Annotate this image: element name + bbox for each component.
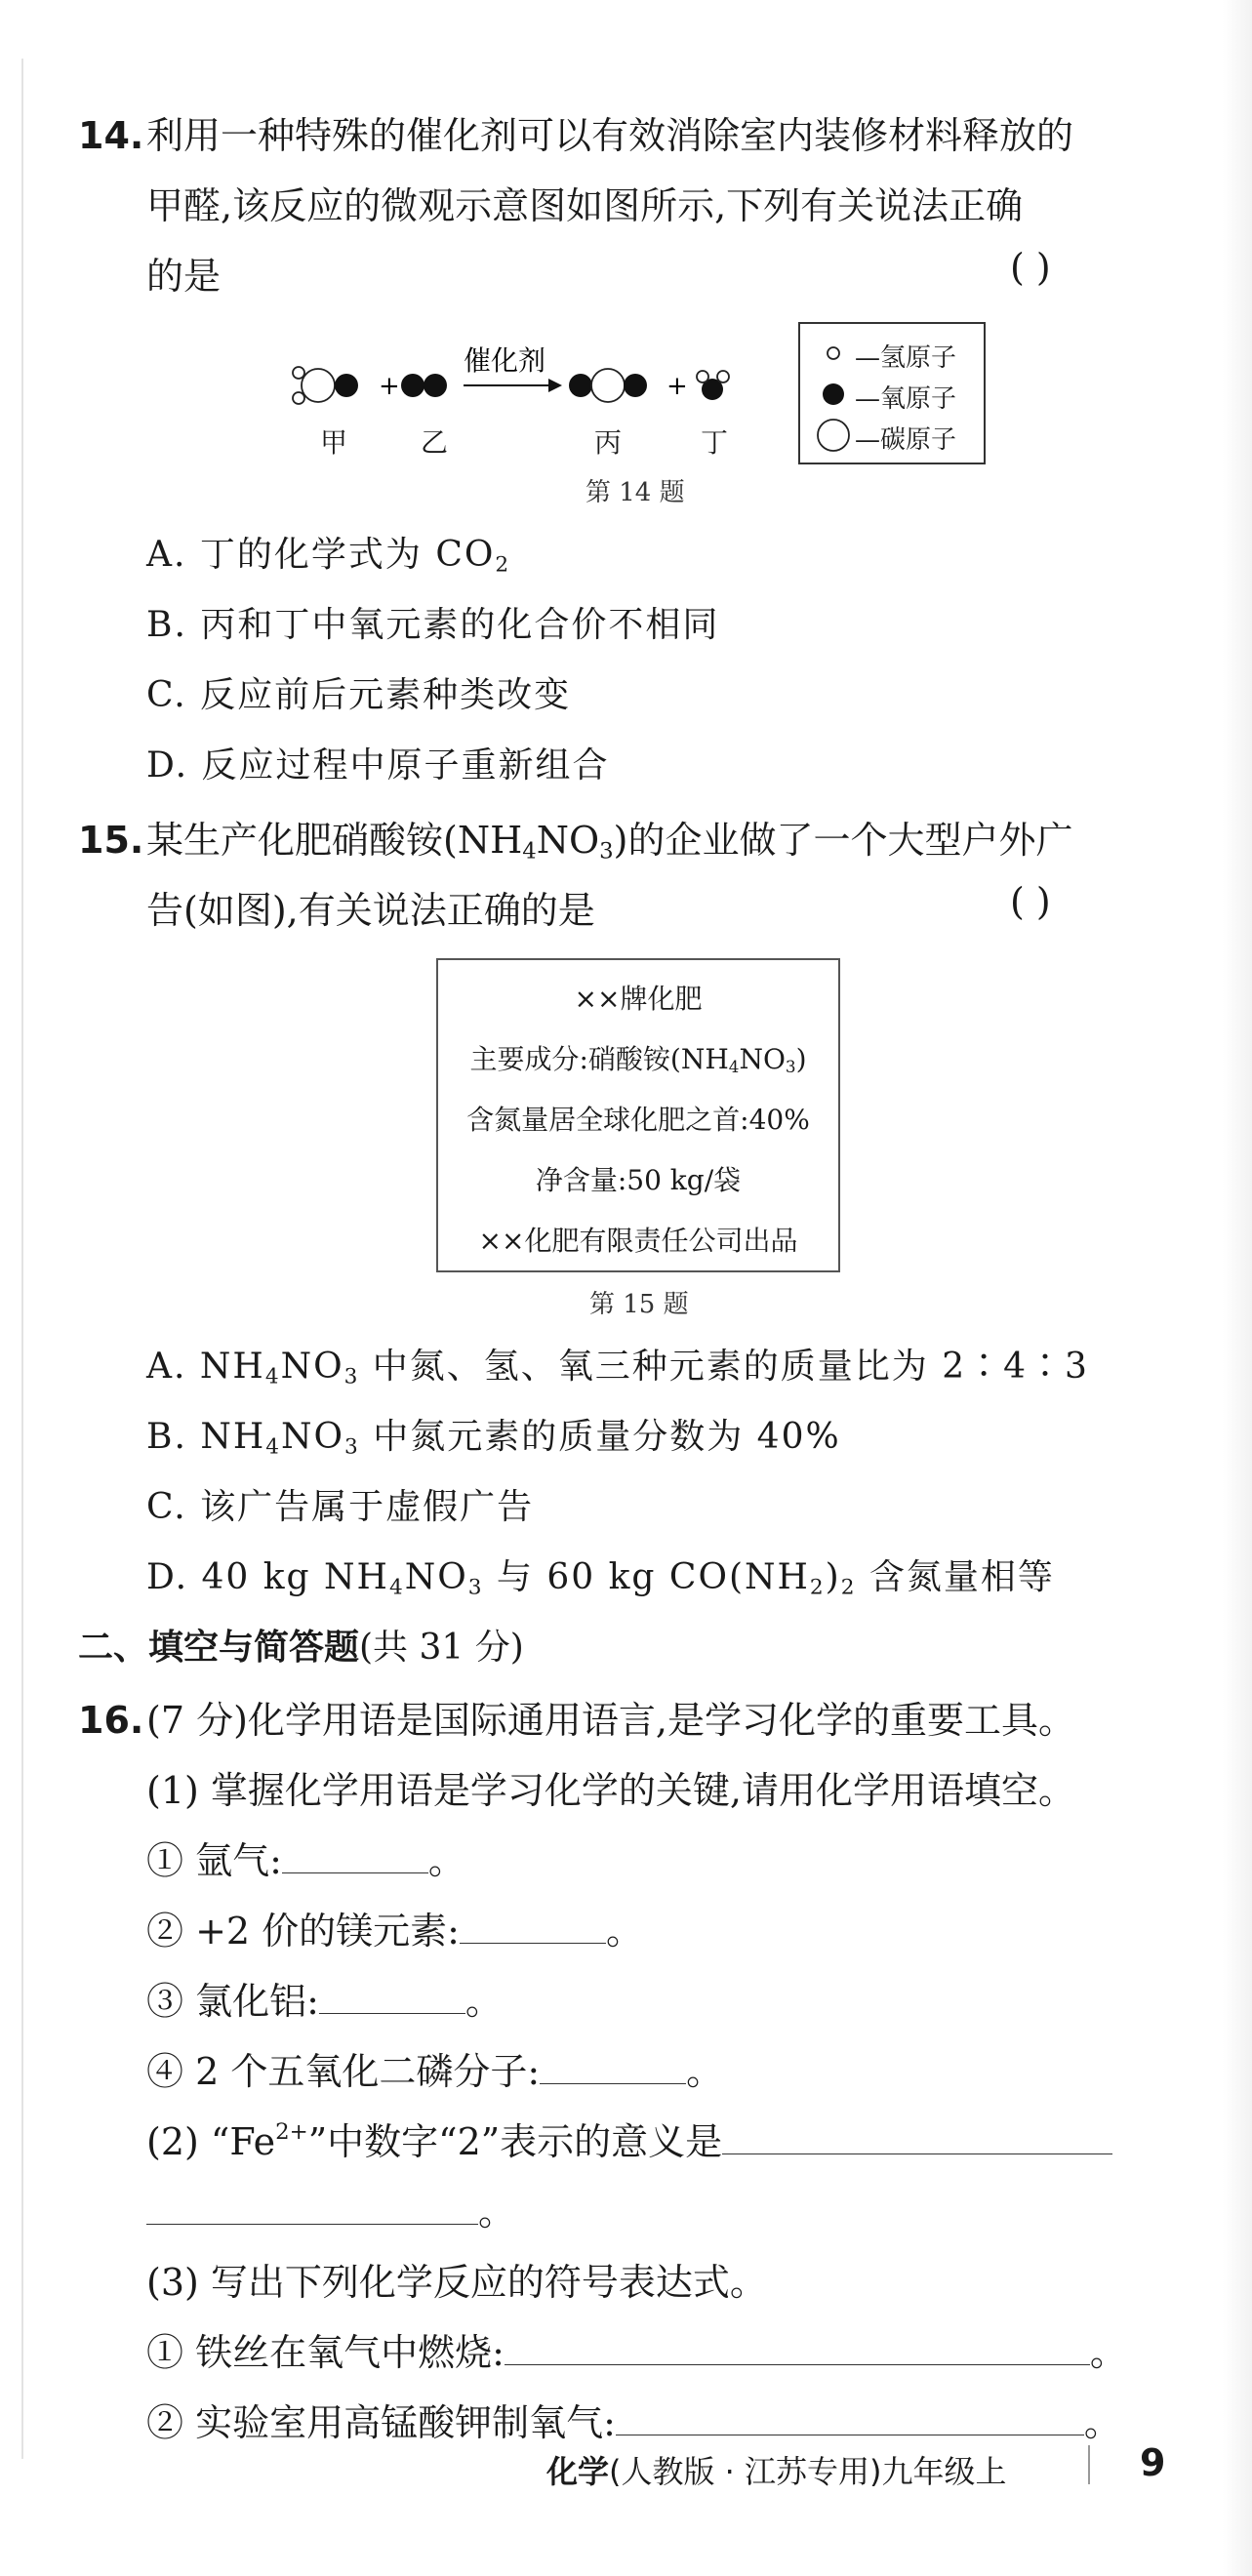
q16-part2: (2) “$Fe^{2+}$”中数字“2”表示的意义是 <box>146 2112 1112 2165</box>
molecule-jia <box>293 367 358 404</box>
argon-answer-blank[interactable] <box>282 1843 428 1873</box>
fertilizer-advertisement <box>436 958 840 1272</box>
ad-nitrogen-content: 含氮量居全球化肥之首:40% <box>466 1104 810 1136</box>
q16-iron-combustion-item: ① 铁丝在氧气中燃烧: 。 <box>146 2331 1127 2374</box>
molecule-bing <box>569 369 647 402</box>
q14-option-a[interactable]: A. 丁的化学式为 $CO_2$ <box>146 535 511 578</box>
q15-caption: 第 15 题 <box>589 1290 689 1319</box>
ad-maker: ××化肥有限责任公司出品 <box>478 1225 798 1257</box>
magnesium-answer-blank[interactable] <box>460 1913 606 1944</box>
q16-line1: 16.(7 分)化学用语是国际通用语言,是学习化学的重要工具。 <box>78 1699 1075 1742</box>
fe-meaning-answer-blank-1[interactable] <box>722 2124 1112 2154</box>
legend-oxygen: —氧原子 <box>855 384 957 414</box>
q16-number: 16. <box>78 1699 144 1742</box>
q14-number: 14. <box>78 114 144 157</box>
fe-meaning-answer-blank-2[interactable] <box>146 2194 478 2225</box>
hydrogen-atom-icon <box>828 347 839 359</box>
q16-phosphorus-pentoxide-item: ④ 2 个五氧化二磷分子: 。 <box>146 2050 724 2093</box>
q14-option-b[interactable]: B. 丙和丁中氧元素的化合价不相同 <box>146 605 720 645</box>
molecule-yi <box>401 374 447 397</box>
molecule-ding <box>697 371 729 400</box>
q15-number: 15. <box>78 819 144 862</box>
label-ding: 丁 <box>701 426 729 459</box>
q16-argon-item: ① 氩气: 。 <box>146 1839 465 1882</box>
q14-caption: 第 14 题 <box>586 478 685 507</box>
page-edge-shadow <box>21 59 23 2459</box>
atom-legend <box>798 322 986 464</box>
q15-line1: 15.某生产化肥硝酸铵$(NH_4NO_3)$的企业做了一个大型户外广 <box>78 819 1073 865</box>
q16-part2-continued: 。 <box>146 2182 515 2235</box>
phosphorus-pentoxide-answer-blank[interactable] <box>540 2054 686 2084</box>
q16-magnesium-item: ② +2 价的镁元素: 。 <box>146 1910 643 1952</box>
iron-combustion-answer-blank[interactable] <box>505 2335 1090 2365</box>
catalyst-label: 催化剂 <box>464 346 546 377</box>
ad-title: ××牌化肥 <box>574 983 703 1015</box>
page-edge-shadow-right <box>1223 0 1252 2576</box>
permanganate-answer-blank[interactable] <box>616 2405 1084 2435</box>
q14-answer-paren: ( ) <box>1010 246 1051 289</box>
label-yi: 乙 <box>421 426 449 459</box>
carbon-atom-icon <box>818 420 849 451</box>
oxygen-atom-icon <box>823 383 844 405</box>
q16-aluminum-chloride-item: ③ 氯化铝: 。 <box>146 1980 503 2023</box>
q15-answer-paren: ( ) <box>1010 880 1051 923</box>
page-number: 9 <box>1140 2441 1166 2484</box>
q15-option-c[interactable]: C. 该广告属于虚假广告 <box>146 1487 535 1527</box>
q15-option-a[interactable]: A. $NH_4NO_3$ 中氮、氢、氧三种元素的质量比为 2∶4∶3 <box>146 1347 1089 1389</box>
q14-line2: 甲醛,该反应的微观示意图如图所示,下列有关说法正确 <box>146 184 1024 227</box>
q16-part1-intro: (1) 掌握化学用语是学习化学的关键,请用化学用语填空。 <box>146 1769 1075 1812</box>
ad-ingredient: 主要成分:硝酸铵$(NH_4NO_3)$ <box>469 1043 807 1077</box>
q15-option-b[interactable]: B. $NH_4NO_3$ 中氮元素的质量分数为 40% <box>146 1417 841 1460</box>
q14-reaction-diagram <box>283 346 751 424</box>
footer-book-info: 化学(人教版 · 江苏专用)九年级上 <box>546 2453 1007 2490</box>
reaction-arrow <box>464 379 562 392</box>
q15-option-d[interactable]: D. 40 kg $NH_4NO_3$ 与 60 kg $CO(NH_2)_2$ 含氮量相等 <box>146 1557 1055 1600</box>
q14-line1: 14.利用一种特殊的催化剂可以有效消除室内装修材料释放的 <box>78 114 1074 157</box>
q15-line2: 告(如图),有关说法正确的是 <box>146 889 595 932</box>
label-jia: 甲 <box>320 426 348 459</box>
q16-permanganate-item: ② 实验室用高锰酸钾制氧气: 。 <box>146 2401 1121 2444</box>
ad-net-weight: 净含量:50 kg/袋 <box>535 1164 742 1196</box>
section-two-heading: 二、填空与简答题(共 31 分) <box>78 1628 524 1668</box>
legend-icons <box>814 334 853 455</box>
q14-line3: 的是 <box>146 255 222 298</box>
q16-part3-intro: (3) 写出下列化学反应的符号表达式。 <box>146 2261 767 2304</box>
legend-hydrogen: —氢原子 <box>855 343 957 373</box>
aluminum-chloride-answer-blank[interactable] <box>319 1984 465 2014</box>
footer-separator <box>1088 2445 1090 2484</box>
legend-carbon: —碳原子 <box>855 425 957 455</box>
q14-option-c[interactable]: C. 反应前后元素种类改变 <box>146 675 572 715</box>
q14-option-d[interactable]: D. 反应过程中原子重新组合 <box>146 745 610 785</box>
plus-sign-1: + <box>379 372 400 401</box>
plus-sign-2: + <box>666 372 688 401</box>
label-bing: 丙 <box>594 426 623 459</box>
